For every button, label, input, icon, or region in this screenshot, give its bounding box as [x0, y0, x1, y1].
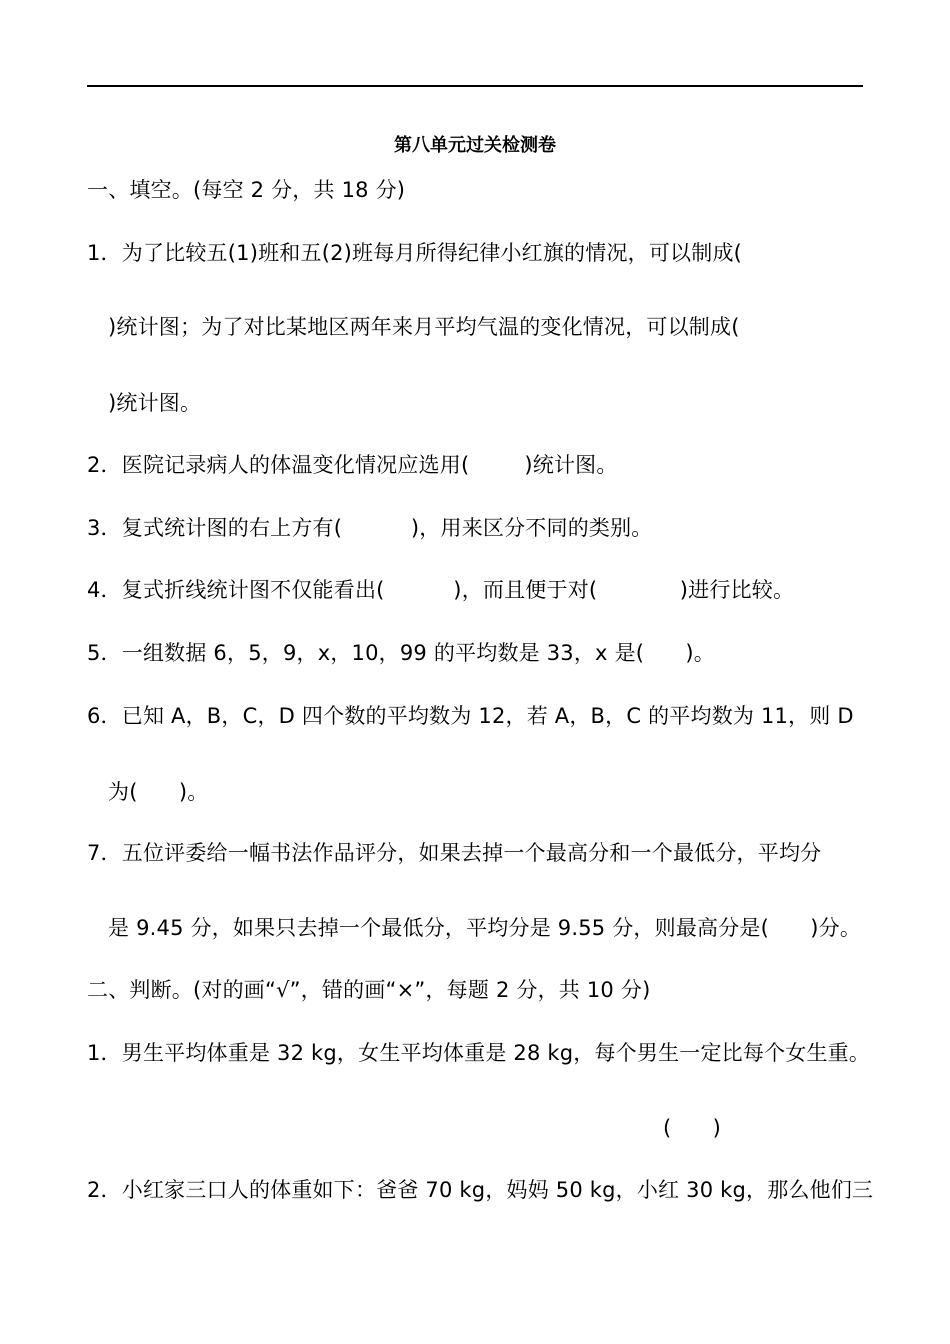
- question-4: 4．复式折线统计图不仅能看出( )，而且便于对( )进行比较。: [87, 578, 795, 602]
- judge-question-1: 1．男生平均体重是 32 kg，女生平均体重是 28 kg，每个男生一定比每个女生重。: [87, 1041, 871, 1065]
- question-2: 2．医院记录病人的体温变化情况应选用( )统计图。: [87, 453, 618, 477]
- question-7-line-1: 7．五位评委给一幅书法作品评分，如果去掉一个最高分和一个最低分，平均分: [87, 841, 822, 865]
- question-1-line-3: )统计图。: [108, 391, 202, 415]
- question-7-line-2: 是 9.45 分，如果只去掉一个最低分，平均分是 9.55 分，则最高分是( )分。: [108, 916, 862, 940]
- judge-question-1-answer-blank: ( ): [663, 1116, 722, 1140]
- question-1-line-1: 1．为了比较五(1)班和五(2)班每月所得纪律小红旗的情况，可以制成(: [87, 241, 743, 265]
- section-1-heading: 一、填空。(每空 2 分，共 18 分): [87, 178, 406, 202]
- page-title: 第八单元过关检测卷: [394, 135, 556, 156]
- question-1-line-2: )统计图；为了对比某地区两年来月平均气温的变化情况，可以制成(: [108, 315, 740, 339]
- question-6-line-2: 为( )。: [108, 780, 209, 804]
- question-3: 3．复式统计图的右上方有( )，用来区分不同的类别。: [87, 516, 653, 540]
- judge-question-2: 2．小红家三口人的体重如下：爸爸 70 kg，妈妈 50 kg，小红 30 kg，那么他们三: [87, 1178, 874, 1202]
- section-2-heading: 二、判断。(对的画“√”，错的画“×”，每题 2 分，共 10 分): [87, 978, 651, 1002]
- question-5: 5．一组数据 6，5，9，x，10，99 的平均数是 33，x 是( )。: [87, 641, 716, 665]
- header-rule: [87, 85, 863, 87]
- question-6-line-1: 6．已知 A，B，C，D 四个数的平均数为 12，若 A，B，C 的平均数为 11，则 D: [87, 704, 854, 728]
